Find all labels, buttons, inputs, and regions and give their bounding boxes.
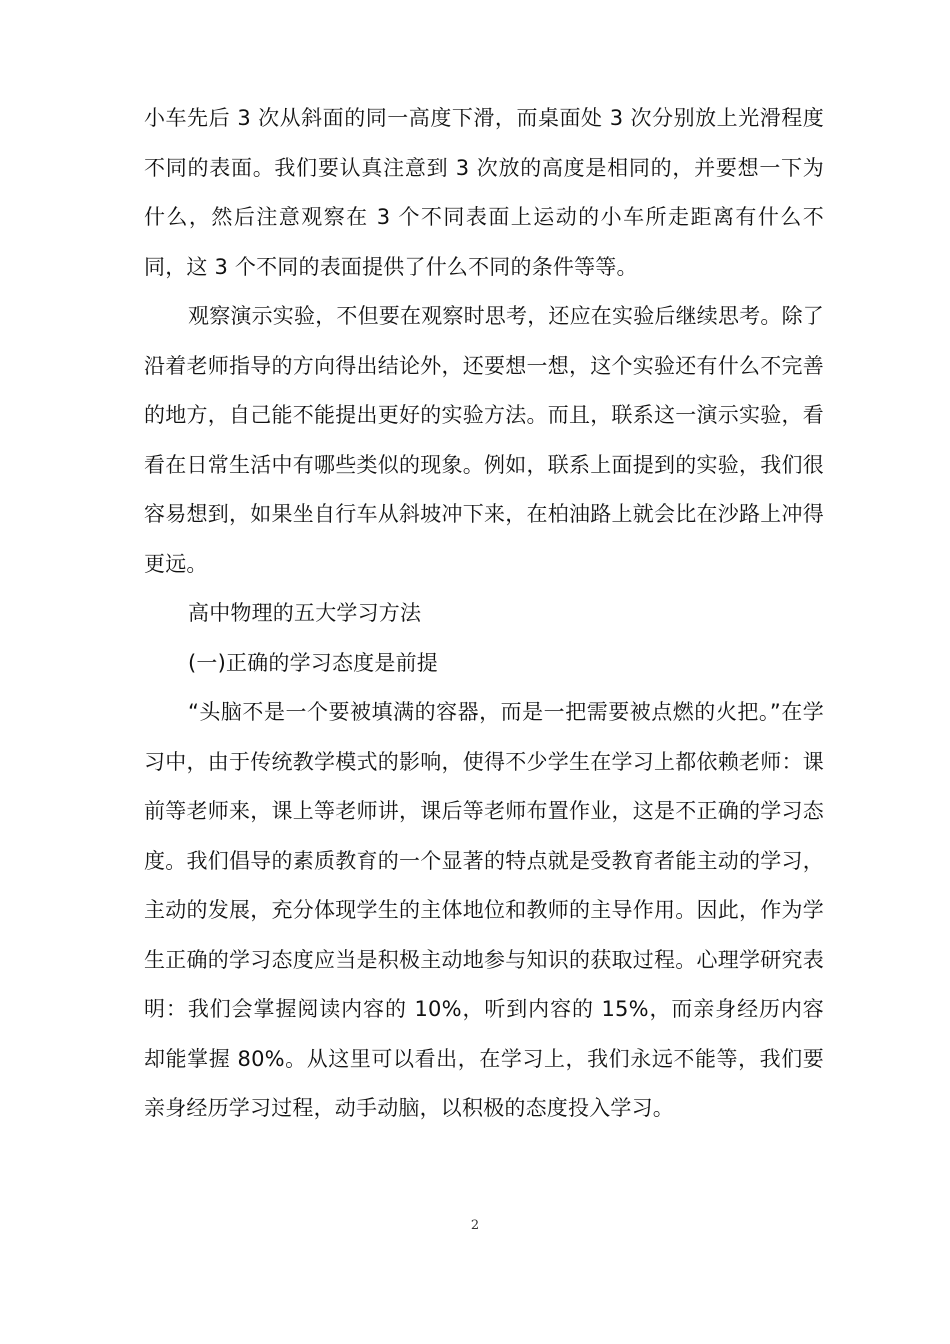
page-number: 2 bbox=[470, 1218, 480, 1233]
paragraph-observe-demonstration: 观察演示实验，不但要在观察时思考，还应在实验后继续思考。除了沿着老师指导的方向得出结论外，还要想一想，这个实验还有什么不完善的地方，自己能不能提出更好的实验方法。而且，联系这一演示实验，看看在日常生活中有哪些类似的现象。例如，联系上面提到的实验，我们很容易想到，如果坐自行车从斜坡冲下来，在柏油路上就会比在沙路上冲得更远。 bbox=[144, 304, 824, 576]
subsection-heading-attitude: (一)正确的学习态度是前提 bbox=[188, 650, 438, 675]
document-body bbox=[144, 94, 824, 1134]
paragraph-learning-attitude: “头脑不是一个要被填满的容器，而是一把需要被点燃的火把。”在学习中，由于传统教学模式的影响，使得不少学生在学习上都依赖老师：课前等老师来，课上等老师讲，课后等老师布置作业，这是不正确的学习态度。我们倡导的素质教育的一个显著的特点就是受教育者能主动的学习，主动的发展，充分体现学生的主体地位和教师的主导作用。因此，作为学生正确的学习态度应当是积极主动地参与知识的获取过程。心理学研究表明：我们会掌握阅读内容的 10%，听到内容的 15%，而亲身经历内容却能掌握 80%。从这里可以看出，在学习上，我们永远不能等，我们要亲身经历学习过程，动手动脑，以积极的态度投入学习。 bbox=[144, 700, 824, 1120]
section-heading-five-methods: 高中物理的五大学习方法 bbox=[188, 601, 422, 625]
paragraph-experiment-continuation: 小车先后 3 次从斜面的同一高度下滑，而桌面处 3 次分别放上光滑程度不同的表面。我们要认真注意到 3 次放的高度是相同的，并要想一下为什么，然后注意观察在 3 个不同表面上运动的小车所走距离有什么不同，这 3 个不同的表面提供了什么不同的条件等等。 bbox=[144, 106, 824, 279]
